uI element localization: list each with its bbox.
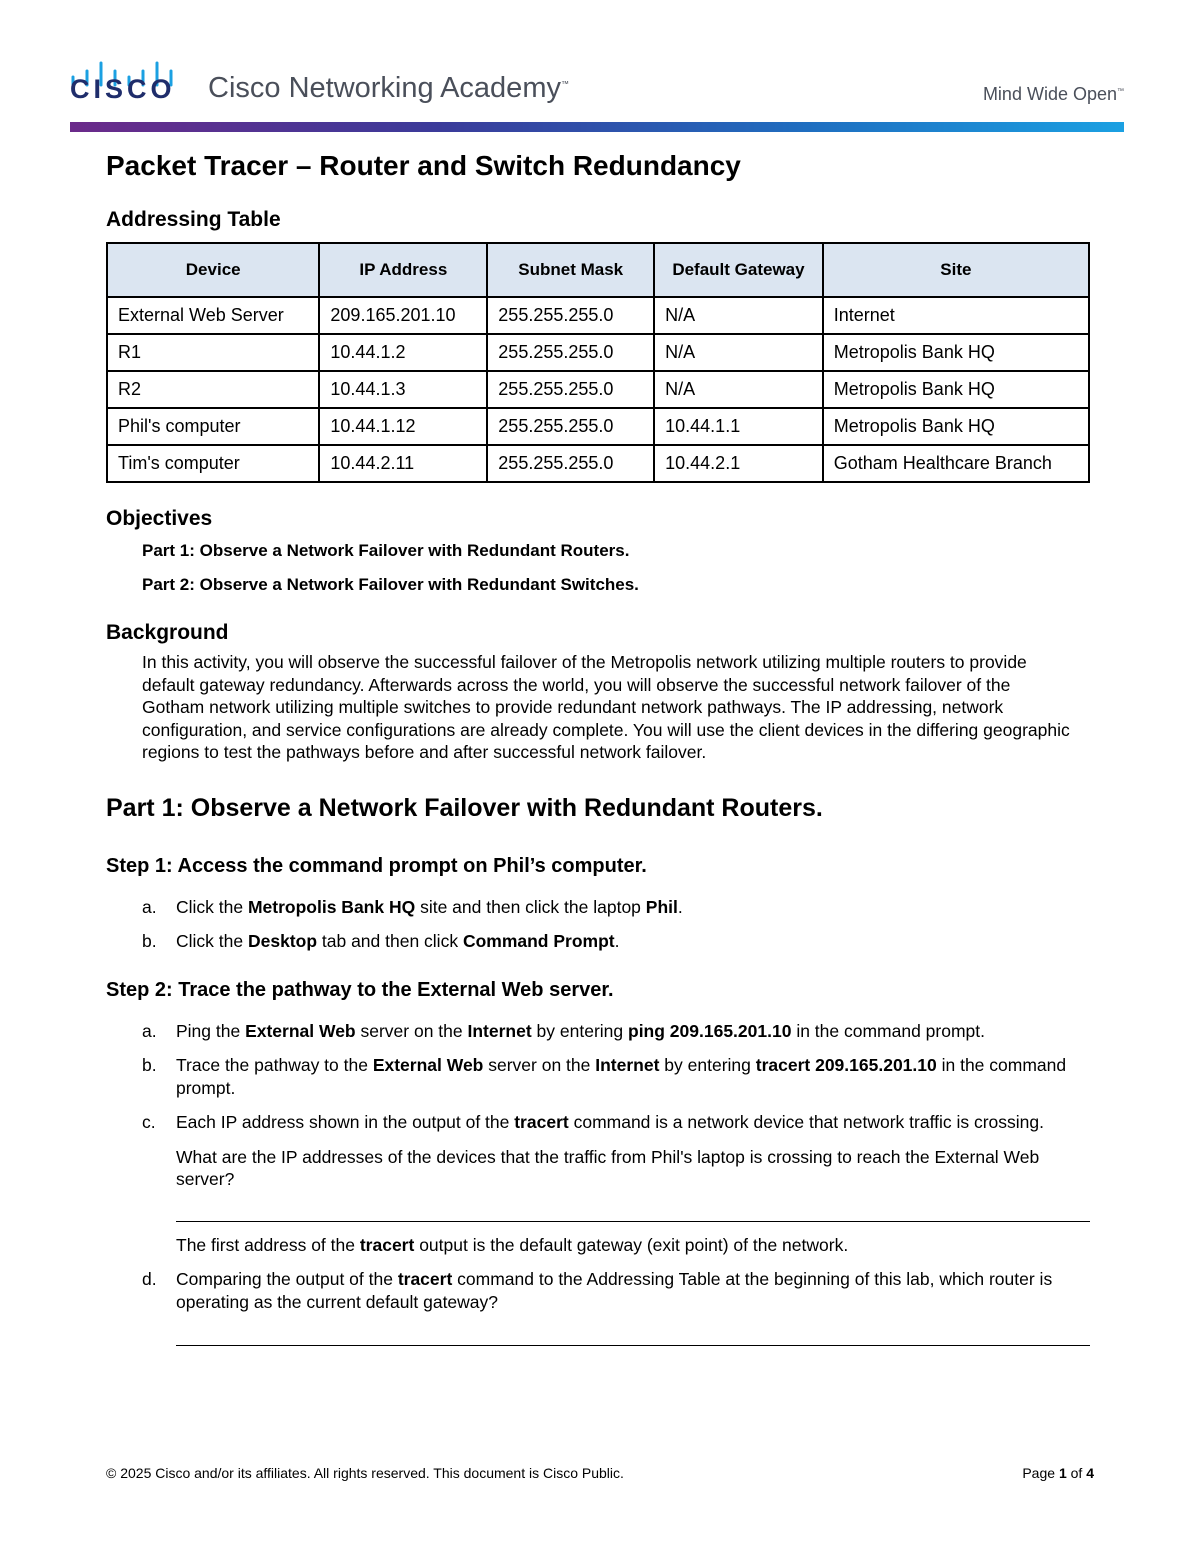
text-run: Comparing the output of the [176,1269,398,1289]
table-cell: 255.255.255.0 [487,445,654,482]
list-item [142,1268,1091,1313]
table-cell: 10.44.2.1 [654,445,823,482]
column-header: Subnet Mask [487,243,654,297]
objective-item: Part 2: Observe a Network Failover with Redundant Switches. [142,575,639,594]
tagline: Mind Wide Open™ [982,84,1124,104]
answer-line-c[interactable] [176,1221,1090,1222]
table-cell: N/A [654,371,823,408]
table-cell: 255.255.255.0 [487,408,654,445]
text-run: command to the Addressing Table at the beginning of this lab, which router is operating as the current default gateway? [176,1269,1053,1312]
bold-text: tracert [514,1112,569,1132]
table-cell: 255.255.255.0 [487,371,654,408]
table-cell: 255.255.255.0 [487,334,654,371]
page-number: Page 1 of 4 [1022,1465,1094,1481]
list-item-label: a. [142,1020,157,1041]
list-item [142,1111,1091,1134]
table-cell: 255.255.255.0 [487,297,654,334]
objective-item: Part 1: Observe a Network Failover with Redundant Routers. [142,541,630,560]
addressing-heading: Addressing Table [106,208,281,231]
text-run: output is the default gateway (exit point) of the network. [414,1234,849,1255]
table-cell: N/A [654,297,823,334]
bold-text: ping 209.165.201.10 [628,1020,792,1041]
bold-text: Desktop [247,931,318,951]
list-item [142,930,1091,953]
text-run: Click the [176,896,248,917]
text-run: by entering [659,1055,756,1075]
list-item-label: b. [142,1055,157,1075]
header-gradient-band [70,122,1124,132]
bold-text: External Web [372,1055,484,1075]
page-header [70,40,1124,132]
table-header-row [107,243,1089,297]
table-cell: R2 [107,371,319,408]
text-run: server on the [483,1055,596,1075]
background-heading: Background [106,621,229,644]
academy-title: Cisco Networking Academy™ [208,72,569,104]
bold-text: Phil [645,896,678,917]
table-row [107,297,1089,334]
table-cell: 10.44.2.11 [319,445,487,482]
table-row [107,408,1089,445]
table-cell: Internet [823,297,1089,334]
text-run: Click the [176,931,248,951]
step2-list [142,1020,1091,1134]
background-text: In this activity, you will observe the successful failover of the Metropolis network utilizing multiple routers to provide default gateway redundancy. Afterwards across the world, you will observe the successful network failover of the Gotham network utilizing multiple switches to provide redundant network pathways. The IP addressing, network configuration, and service configurations are already complete. You will use the client devices in the differing geographic regions to test the pathways before and after successful network failover. [142,652,1070,762]
column-header: Site [823,243,1089,297]
step2-heading: Step 2: Trace the pathway to the External Web server. [106,978,614,1001]
part1-heading: Part 1: Observe a Network Failover with Redundant Routers. [106,793,823,822]
note-block [142,1234,1091,1257]
list-item-label: c. [142,1112,156,1132]
objectives-heading: Objectives [106,507,213,530]
table-row [107,445,1089,482]
text-run: . [677,896,683,917]
note-c [142,1234,1091,1257]
list-item-label: b. [142,931,157,951]
step1-list [142,896,1091,953]
column-header: Default Gateway [654,243,823,297]
text-run: command is a network device that network traffic is crossing. [568,1112,1045,1132]
table-cell: External Web Server [107,297,319,334]
table-cell: Phil's computer [107,408,319,445]
page-title: Packet Tracer – Router and Switch Redundancy [106,150,741,181]
bold-text: tracert 209.165.201.10 [755,1055,937,1075]
list-item-label: d. [142,1269,157,1289]
table-cell: 10.44.1.2 [319,334,487,371]
text-run: in the command prompt. [176,1055,1067,1098]
text-run: Trace the pathway to the [176,1055,373,1075]
table-cell: 10.44.1.1 [654,408,823,445]
table-row [107,371,1089,408]
list-item-label: a. [142,896,157,917]
step1-heading: Step 1: Access the command prompt on Phil’s computer. [106,854,647,877]
step2-continued [142,1146,1091,1191]
column-header: IP Address [319,243,487,297]
table-cell: Metropolis Bank HQ [823,408,1089,445]
list-item [142,1020,1091,1043]
bold-text: Internet [595,1055,660,1075]
table-row [107,334,1089,371]
table-cell: R1 [107,334,319,371]
text-run: in the command prompt. [791,1020,986,1041]
table-cell: 10.44.1.12 [319,408,487,445]
step2-item-d [142,1268,1091,1313]
page-footer [106,1465,1094,1481]
text-run: Each IP address shown in the output of the [176,1112,515,1132]
table-cell: Gotham Healthcare Branch [823,445,1089,482]
text-run: tab and then click [317,931,463,951]
question-c: What are the IP addresses of the devices that the traffic from Phil's laptop is crossing to reach the External Web server? [176,1146,1040,1189]
column-header: Device [107,243,319,297]
bold-text: tracert [359,1234,415,1255]
text-run: server on the [355,1020,468,1041]
table-cell: Metropolis Bank HQ [823,371,1089,408]
table-cell: N/A [654,334,823,371]
bold-text: Command Prompt [462,931,615,951]
text-run: site and then click the laptop [415,896,646,917]
text-run: Ping the [176,1020,246,1041]
copyright-text: © 2025 Cisco and/or its affiliates. All rights reserved. This document is Cisco Public. [106,1465,624,1481]
table-cell: Tim's computer [107,445,319,482]
document-body [106,150,1091,1346]
answer-line-d[interactable] [176,1345,1090,1346]
cisco-wordmark: CISCO [70,74,176,104]
list-item [142,896,1091,919]
bold-text: External Web [245,1020,356,1041]
list-item [142,1054,1091,1099]
bold-text: Metropolis Bank HQ [247,896,416,917]
text-run: . [614,931,620,951]
addressing-table [106,242,1090,483]
table-cell: 10.44.1.3 [319,371,487,408]
table-body [107,297,1089,482]
table-cell: 209.165.201.10 [319,297,487,334]
table-cell: Metropolis Bank HQ [823,334,1089,371]
text-run: The first address of the [176,1234,360,1255]
bold-text: Internet [467,1020,532,1041]
text-run: by entering [531,1020,628,1041]
bold-text: tracert [397,1269,453,1289]
